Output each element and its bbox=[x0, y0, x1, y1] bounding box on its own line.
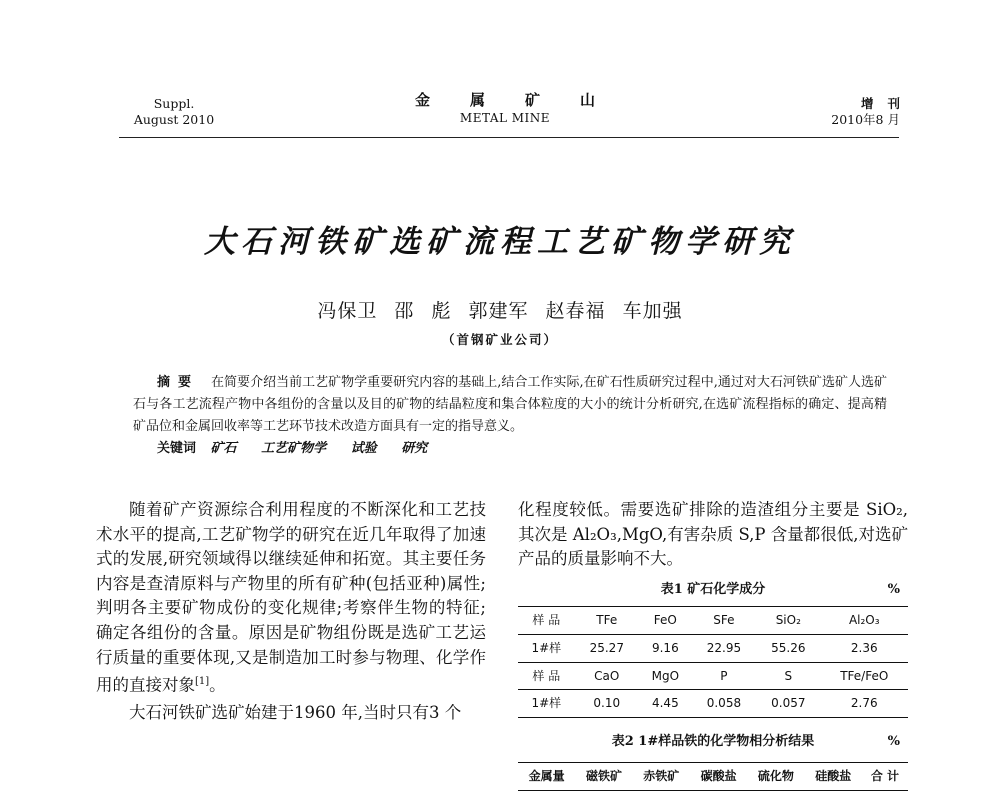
table-header-cell: 磁铁矿 bbox=[575, 763, 632, 791]
table1-caption-text: 表1 矿石化学成分 bbox=[660, 581, 766, 597]
table-header-cell: 硫化物 bbox=[747, 763, 804, 791]
table-row bbox=[518, 690, 908, 718]
table2-unit: % bbox=[887, 733, 900, 749]
header-suppl: Suppl. bbox=[153, 96, 195, 111]
table-header-row bbox=[518, 607, 908, 635]
table-header-cell: CaO bbox=[575, 662, 639, 690]
table-row bbox=[518, 634, 908, 662]
abstract bbox=[133, 372, 887, 438]
abstract-label: 摘要 bbox=[157, 375, 200, 390]
table-header-cell: MgO bbox=[639, 662, 692, 690]
table-header-cell: TFe bbox=[575, 607, 639, 635]
table-cell: 55.26 bbox=[756, 634, 820, 662]
table-cell: 22.95 bbox=[692, 634, 756, 662]
paragraph bbox=[96, 498, 486, 698]
table-header-cell: Al₂O₃ bbox=[821, 607, 909, 635]
table-header-cell: TFe/FeO bbox=[821, 662, 909, 690]
keyword: 矿石 bbox=[210, 441, 237, 456]
table-cell: 25.27 bbox=[575, 634, 639, 662]
table-cell: 4.45 bbox=[639, 690, 692, 718]
paragraph-text: 随着矿产资源综合利用程度的不断深化和工艺技术水平的提高,工艺矿物学的研究在近几年取得了加速式的发展,研究领域得以继续延伸和拓宽。其主要任务内容是查清原料与产物里的所有矿种(包括亚种)属性;判明各主要矿物成份的变化规律;考察伴生物的特征;确定各组份的含量。原因是矿物组份既是选矿工艺运行质量的重要体现,又是制造加工时参与物理、化学作用的直接对象 bbox=[96, 500, 486, 695]
article-affiliation: （首钢矿业公司） bbox=[441, 332, 558, 347]
table-header-row bbox=[518, 763, 908, 791]
keyword: 工艺矿物学 bbox=[261, 441, 327, 456]
table-header-cell: SiO₂ bbox=[756, 607, 820, 635]
table-header-cell: FeO bbox=[639, 607, 692, 635]
table-header-cell: 合 计 bbox=[862, 763, 908, 791]
table-cell: 2.76 bbox=[821, 690, 909, 718]
abstract-text: 在简要介绍当前工艺矿物学重要研究内容的基础上,结合工作实际,在矿石性质研究过程中,通过对大石河铁矿选矿人选矿石与各工艺流程产物中各组份的含量以及目的矿物的结晶粒度和集合体粒度的大小的统计分析研究,在选矿流程指标的确定、提高精矿品位和金属回收率等工艺环节技术改造方面具有一定的指导意义。 bbox=[133, 375, 887, 434]
table-header-cell: SFe bbox=[692, 607, 756, 635]
table-cell: 2.36 bbox=[821, 634, 909, 662]
keyword: 研究 bbox=[401, 441, 428, 456]
table-cell: 0.10 bbox=[575, 690, 639, 718]
table1-chemical-composition bbox=[518, 606, 908, 717]
article-title: 大石河铁矿选矿流程工艺矿物学研究 bbox=[204, 224, 796, 260]
table-header-cell: 碳酸盐 bbox=[690, 763, 747, 791]
paragraph: 化程度较低。需要选矿排除的造渣组分主要是 SiO₂,其次是 Al₂O₃,MgO,有害杂质 S,P 含量都很低,对选矿产品的质量影响不大。 bbox=[518, 500, 908, 569]
table2-caption-text: 表2 1#样品铁的化学物相分析结果 bbox=[611, 733, 815, 749]
journal-supplement-label bbox=[119, 96, 229, 128]
table-header-cell: 样 品 bbox=[518, 662, 575, 690]
journal-issue-label bbox=[790, 96, 914, 128]
journal-name-cn: 金属矿山 bbox=[414, 91, 635, 109]
paragraph-end: 。 bbox=[209, 675, 226, 695]
header-date-cn: 2010年8 月 bbox=[831, 112, 900, 127]
table-cell: 0.058 bbox=[692, 690, 756, 718]
keyword: 试验 bbox=[350, 441, 377, 456]
paragraph: 大石河铁矿选矿始建于1960 年,当时只有3 个 bbox=[129, 703, 462, 723]
keywords-label: 关键词 bbox=[157, 441, 197, 456]
table-header-cell: S bbox=[756, 662, 820, 690]
table-header-row bbox=[518, 662, 908, 690]
table-header-cell: 金属量 bbox=[518, 763, 575, 791]
table1-caption bbox=[518, 578, 908, 603]
citation-ref: [1] bbox=[195, 676, 210, 688]
journal-name bbox=[400, 91, 635, 126]
table-cell: 1#样 bbox=[518, 690, 575, 718]
body-right-column bbox=[518, 498, 908, 791]
header-supplement-cn: 增刊 bbox=[860, 96, 914, 111]
table-header-cell: 样 品 bbox=[518, 607, 575, 635]
journal-name-en: METAL MINE bbox=[459, 111, 551, 125]
table1-unit: % bbox=[887, 581, 900, 597]
table-cell: 9.16 bbox=[639, 634, 692, 662]
table2-phase-analysis bbox=[518, 762, 908, 791]
table-header-cell: 硅酸盐 bbox=[805, 763, 862, 791]
keywords bbox=[157, 438, 437, 460]
table-cell: 0.057 bbox=[756, 690, 820, 718]
header-rule bbox=[119, 137, 899, 138]
table-header-cell: 赤铁矿 bbox=[633, 763, 690, 791]
table-cell: 1#样 bbox=[518, 634, 575, 662]
body-left-column bbox=[96, 498, 486, 726]
table2-caption bbox=[518, 730, 908, 755]
table-header-cell: P bbox=[692, 662, 756, 690]
article-authors: 冯保卫 邵 彪 郭建军 赵春福 车加强 bbox=[317, 300, 683, 322]
header-date-en: August 2010 bbox=[133, 112, 215, 127]
